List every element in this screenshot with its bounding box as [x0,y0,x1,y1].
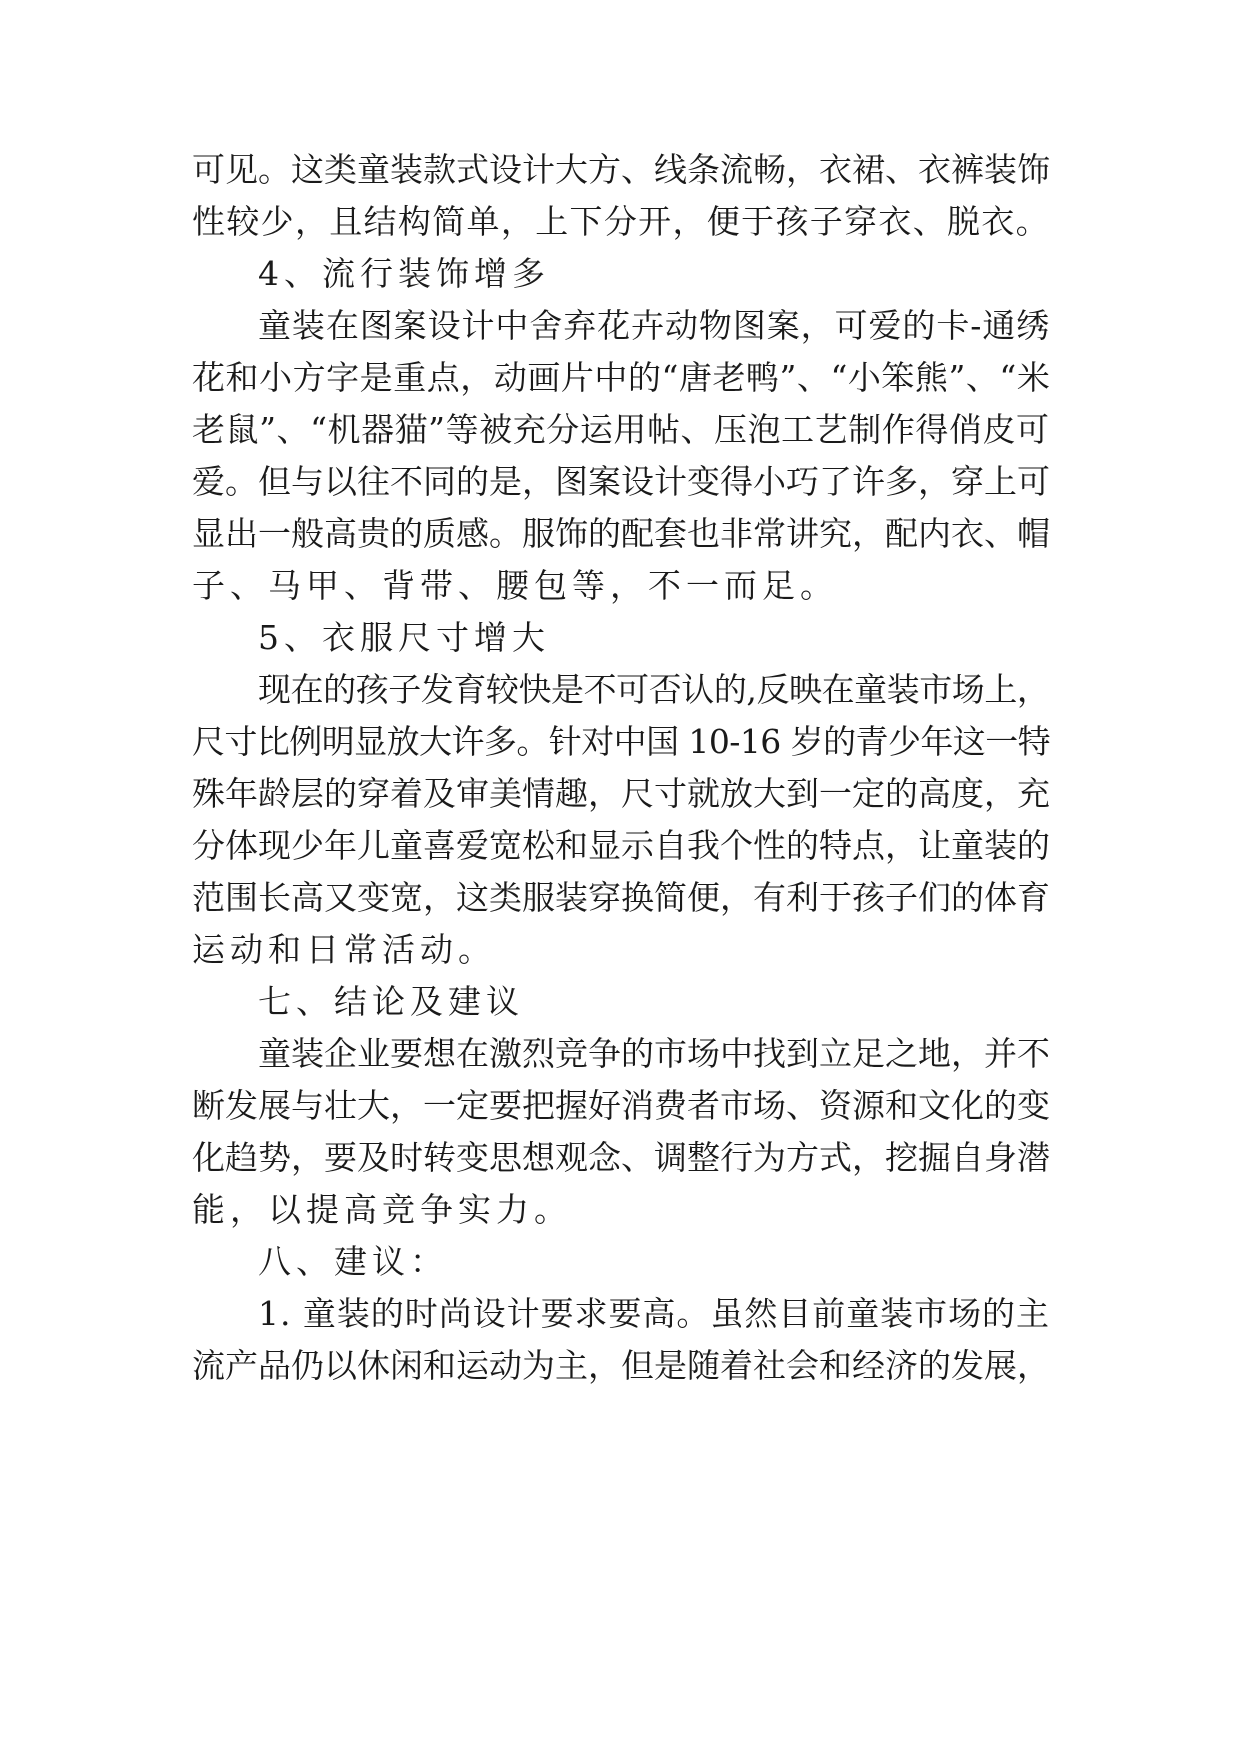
text-line: 显出一般高贵的质感。服饰的配套也非常讲究，配内衣、帽 [192,514,1050,553]
text-line: 童装企业要想在激烈竞争的市场中找到立足之地，并不 [258,1034,1050,1073]
text-line: 断发展与壮大，一定要把握好消费者市场、资源和文化的变 [192,1086,1050,1125]
text-line: 运动和日常活动。 [192,930,496,969]
text-line: 爱。但与以往不同的是，图案设计变得小巧了许多，穿上可 [192,462,1050,501]
text-line: 殊年龄层的穿着及审美情趣，尺寸就放大到一定的高度，充 [192,774,1050,813]
text-line: 子、马甲、背带、腰包等，不一而足。 [192,566,838,605]
section-heading: 4、流行装饰增多 [258,254,550,293]
text-line: 分体现少年儿童喜爱宽松和显示自我个性的特点，让童装的 [192,826,1050,865]
text-line: 流产品仍以休闲和运动为主，但是随着社会和经济的发展， [192,1346,1050,1385]
text-line: 性较少，且结构简单，上下分开，便于孩子穿衣、脱衣。 [192,202,1050,241]
text-line: 1. 童装的时尚设计要求要高。虽然目前童装市场的主 [258,1294,1050,1333]
text-line: 童装在图案设计中舍弃花卉动物图案，可爱的卡-通绣 [258,306,1051,345]
text-line: 花和小方字是重点，动画片中的“唐老鸭”、“小笨熊”、“米 [192,358,1051,397]
text-line: 能，以提高竞争实力。 [192,1190,572,1229]
text-line: 老鼠”、“机器猫”等被充分运用帖、压泡工艺制作得俏皮可 [192,410,1050,449]
text-line: 可见。这类童装款式设计大方、线条流畅，衣裙、衣裤装饰 [192,150,1050,189]
text-line: 现在的孩子发育较快是不可否认的,反映在童装市场上， [258,670,1050,709]
text-line: 尺寸比例明显放大许多。针对中国 10-16 岁的青少年这一特 [192,722,1051,761]
section-heading: 八、建议： [258,1242,448,1281]
section-heading: 七、结论及建议 [258,982,524,1021]
text-line: 化趋势，要及时转变思想观念、调整行为方式，挖掘自身潜 [192,1138,1050,1177]
section-heading: 5、衣服尺寸增大 [258,618,550,657]
text-line: 范围长高又变宽，这类服装穿换简便，有利于孩子们的体育 [192,878,1050,917]
